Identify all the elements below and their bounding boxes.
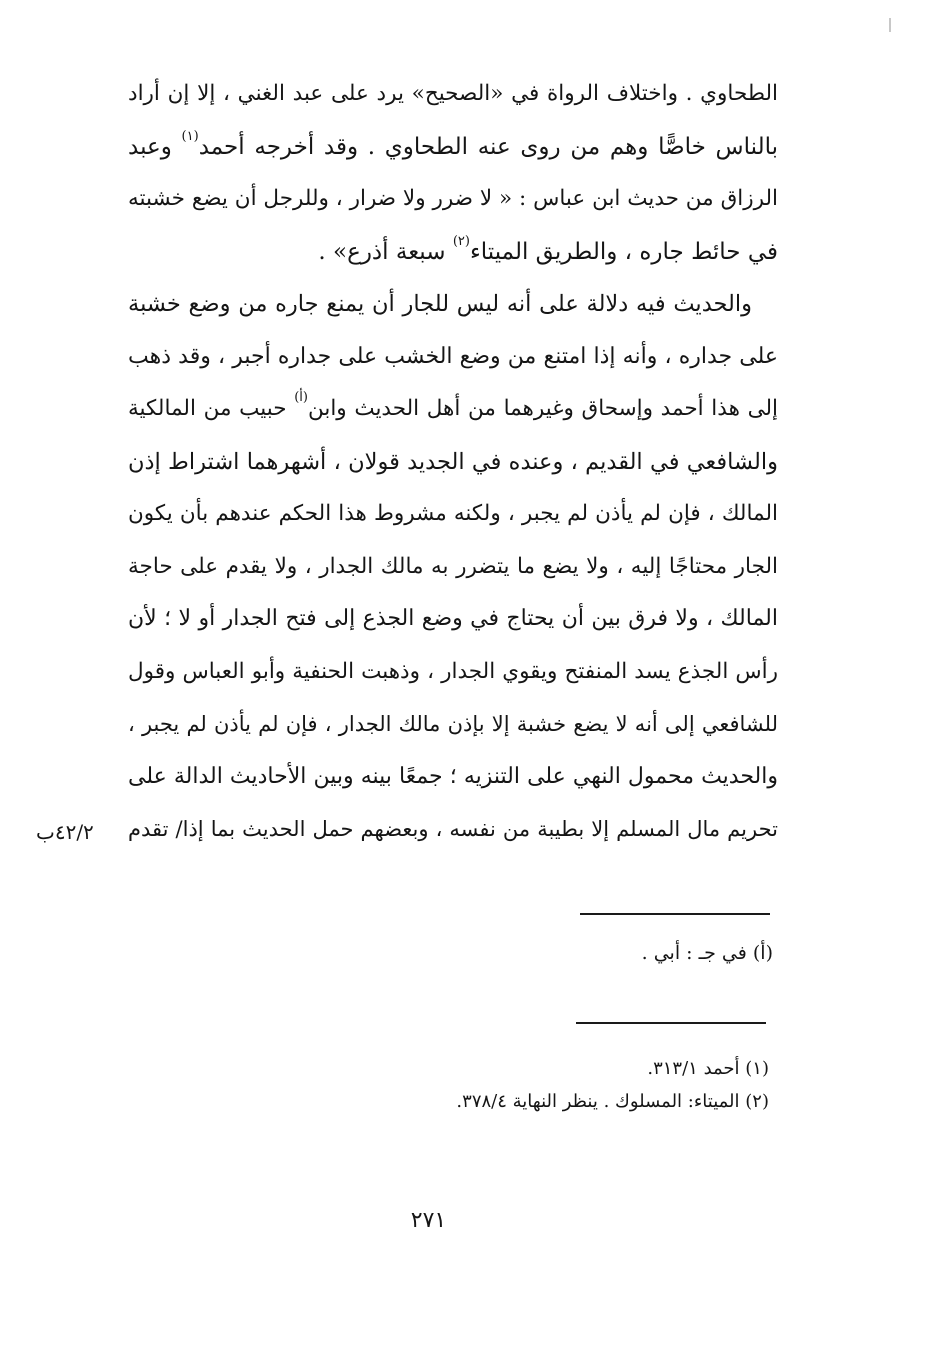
text-line [128,121,778,174]
variant-marker-a: (أ) [294,390,308,405]
text-line-content: للشافعي إلى أنه لا يضع خشبة إلا بإذن مالك الجدار ، فإن لم يأذن لم يجبر ، [128,712,778,736]
text-line-content: والشافعي في القديم ، وعنده في الجديد قولان ، أشهرهما اشتراط إذن [128,448,778,475]
text-line [128,803,778,856]
footnote-marker-1: (١) [181,128,199,144]
text-line-tail: وعبد [128,133,172,160]
text-line-content: الجار محتاجًا إليه ، ولا يضع ما يتضرر به مالك الجدار ، ولا يقدم على حاجة [128,553,778,579]
text-line [128,593,778,646]
text-line-tail: حبيب من المالكية [128,396,287,421]
footnote-separator [576,1022,766,1024]
footnote-item: (١) أحمد ٣١٣/١. [647,1058,769,1079]
text-line-content: في حائط جاره ، والطريق الميتاء [469,238,778,265]
text-line [128,751,778,804]
text-line-content: على جداره ، وأنه إذا امتنع من وضع الخشب على جداره أجبر ، وقد ذهب [128,343,778,369]
paragraph-start-line [128,278,778,331]
text-line [128,436,778,489]
text-line-content: الرزاق من حديث ابن عباس : « لا ضرر ولا ضرار ، وللرجل أن يضع خشبته [128,186,778,211]
text-line [128,226,778,279]
text-line [128,173,778,226]
text-line [128,383,778,436]
text-line-content: المالك ، ولا فرق بين أن يحتاج في وضع الجذع إلى فتح الجدار أو لا ؛ لأن [128,606,778,631]
text-line [128,646,778,699]
text-line-content: تحريم مال المسلم إلا بطيبة من نفسه ، وبعضهم حمل الحديث بما إذا/ تقدم [128,817,778,841]
text-line [128,541,778,594]
text-line-content: بالناس خاصًّا وهم من روى عنه الطحاوي . وقد أخرجه أحمد [198,133,779,160]
text-line-content: والحديث محمول النهي على التنزيه ؛ جمعًا بينه وبين الأحاديث الدالة على [128,763,778,789]
footnote-separator [580,913,770,915]
text-line-content: رأس الجذع يسد المنفتح ويقوي الجدار ، وذهبت الحنفية وأبو العباس وقول [128,658,778,684]
text-line [128,68,778,121]
page-number: ٢٧١ [410,1208,447,1233]
manuscript-folio-note: ٤٢/٢ب [36,820,94,844]
text-line-content: الطحاوي . واختلاف الرواة في «الصحيح» يرد على عبد الغني ، إلا إن أراد [128,81,778,106]
text-line-content: المالك ، فإن لم يأذن لم يجبر ، ولكنه مشروط هذا الحكم عندهم بأن يكون [128,501,778,526]
text-line [128,488,778,541]
text-line-content: والحديث فيه دلالة على أنه ليس للجار أن يمنع جاره من وضع خشبة [128,291,752,317]
variant-note: (أ) في جـ : أبي . [641,942,773,964]
text-line-tail: سبعة أذرع» . [318,238,446,265]
footnote-item: (٢) الميتاء: المسلوك . ينظر النهاية ٣٧٨/٤. [456,1091,769,1112]
scan-mark [889,18,891,32]
footnotes-block [456,1052,769,1118]
text-line-content: إلى هذا أحمد وإسحاق وغيرهما من أهل الحديث وابن [307,396,779,421]
footnote-marker-2: (٢) [452,233,470,249]
text-line [128,698,778,751]
main-text-block [128,68,778,856]
text-line [128,331,778,384]
